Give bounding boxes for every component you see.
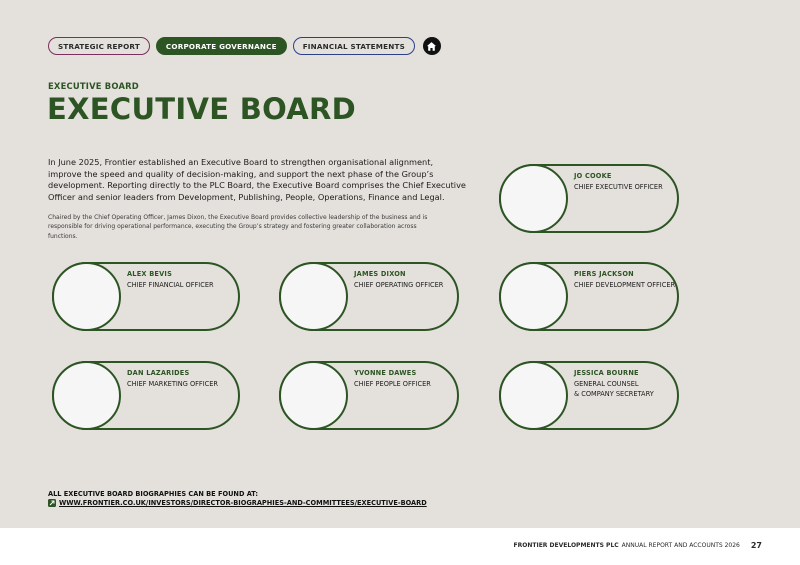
footer-company: FRONTIER DEVELOPMENTS PLC	[513, 542, 619, 549]
member-name: PIERS JACKSON	[574, 270, 634, 278]
footer-report: ANNUAL REPORT AND ACCOUNTS 2026	[621, 542, 740, 549]
intro-secondary-paragraph: Chaired by the Chief Operating Officer, James Dixon, the Executive Board provides collective leadership of the business and is responsible for driving operational performance, executing the Group’s strategy and fostering greater collaboration across functions.	[48, 214, 428, 240]
home-icon	[426, 41, 437, 52]
member-role-line: & COMPANY SECRETARY	[574, 390, 654, 398]
member-role: CHIEF FINANCIAL OFFICER	[127, 281, 214, 289]
external-link-icon	[48, 499, 56, 507]
member-role: CHIEF DEVELOPMENT OFFICER	[574, 281, 676, 289]
member-role: CHIEF EXECUTIVE OFFICER	[574, 183, 663, 191]
member-name: DAN LAZARIDES	[127, 369, 190, 377]
member-name: JESSICA BOURNE	[574, 369, 639, 377]
biographies-url[interactable]: WWW.FRONTIER.CO.UK/INVESTORS/DIRECTOR-BIOGRAPHIES-AND-COMMITTEES/EXECUTIVE-BOARD	[59, 499, 427, 507]
member-role: CHIEF PEOPLE OFFICER	[354, 380, 431, 388]
member-name: ALEX BEVIS	[127, 270, 173, 278]
member-photo	[499, 164, 568, 233]
biographies-note: ALL EXECUTIVE BOARD BIOGRAPHIES CAN BE FOUND AT:	[48, 490, 259, 498]
page-footer	[514, 541, 762, 550]
member-card-jessica-bourne[interactable]	[499, 361, 679, 430]
page-number: 27	[750, 541, 762, 550]
member-photo	[499, 361, 568, 430]
member-photo	[279, 262, 348, 331]
member-role-line: GENERAL COUNSEL	[574, 380, 639, 388]
section-label: EXECUTIVE BOARD	[48, 81, 139, 91]
member-photo	[499, 262, 568, 331]
nav-strategic-report[interactable]: STRATEGIC REPORT	[48, 37, 150, 55]
member-name: JAMES DIXON	[354, 270, 406, 278]
member-card-dan-lazarides[interactable]	[52, 361, 240, 430]
member-photo	[279, 361, 348, 430]
member-name: JO COOKE	[574, 172, 612, 180]
section-nav	[48, 37, 441, 55]
biographies-link[interactable]	[48, 499, 427, 507]
member-name: YVONNE DAWES	[354, 369, 417, 377]
member-card-yvonne-dawes[interactable]	[279, 361, 459, 430]
member-photo	[52, 262, 121, 331]
member-photo	[52, 361, 121, 430]
member-card-alex-bevis[interactable]	[52, 262, 240, 331]
member-role	[574, 379, 654, 399]
member-card-james-dixon[interactable]	[279, 262, 459, 331]
intro-paragraph: In June 2025, Frontier established an Executive Board to strengthen organisational alignment, improve the speed and quality of decision-making, and support the next phase of the Group’s development. Reporting directly to the PLC Board, the Executive Board comprises the Chief Executive Officer and senior leaders from Development, Publishing, People, Operations, Finance and Legal.	[48, 157, 466, 202]
member-card-piers-jackson[interactable]	[499, 262, 679, 331]
member-role: CHIEF OPERATING OFFICER	[354, 281, 444, 289]
member-role: CHIEF MARKETING OFFICER	[127, 380, 219, 388]
member-card-jo-cooke[interactable]	[499, 164, 679, 233]
nav-corporate-governance[interactable]: CORPORATE GOVERNANCE	[156, 37, 287, 55]
home-button[interactable]	[423, 37, 441, 55]
nav-financial-statements[interactable]: FINANCIAL STATEMENTS	[293, 37, 415, 55]
page-title: EXECUTIVE BOARD	[47, 92, 357, 126]
